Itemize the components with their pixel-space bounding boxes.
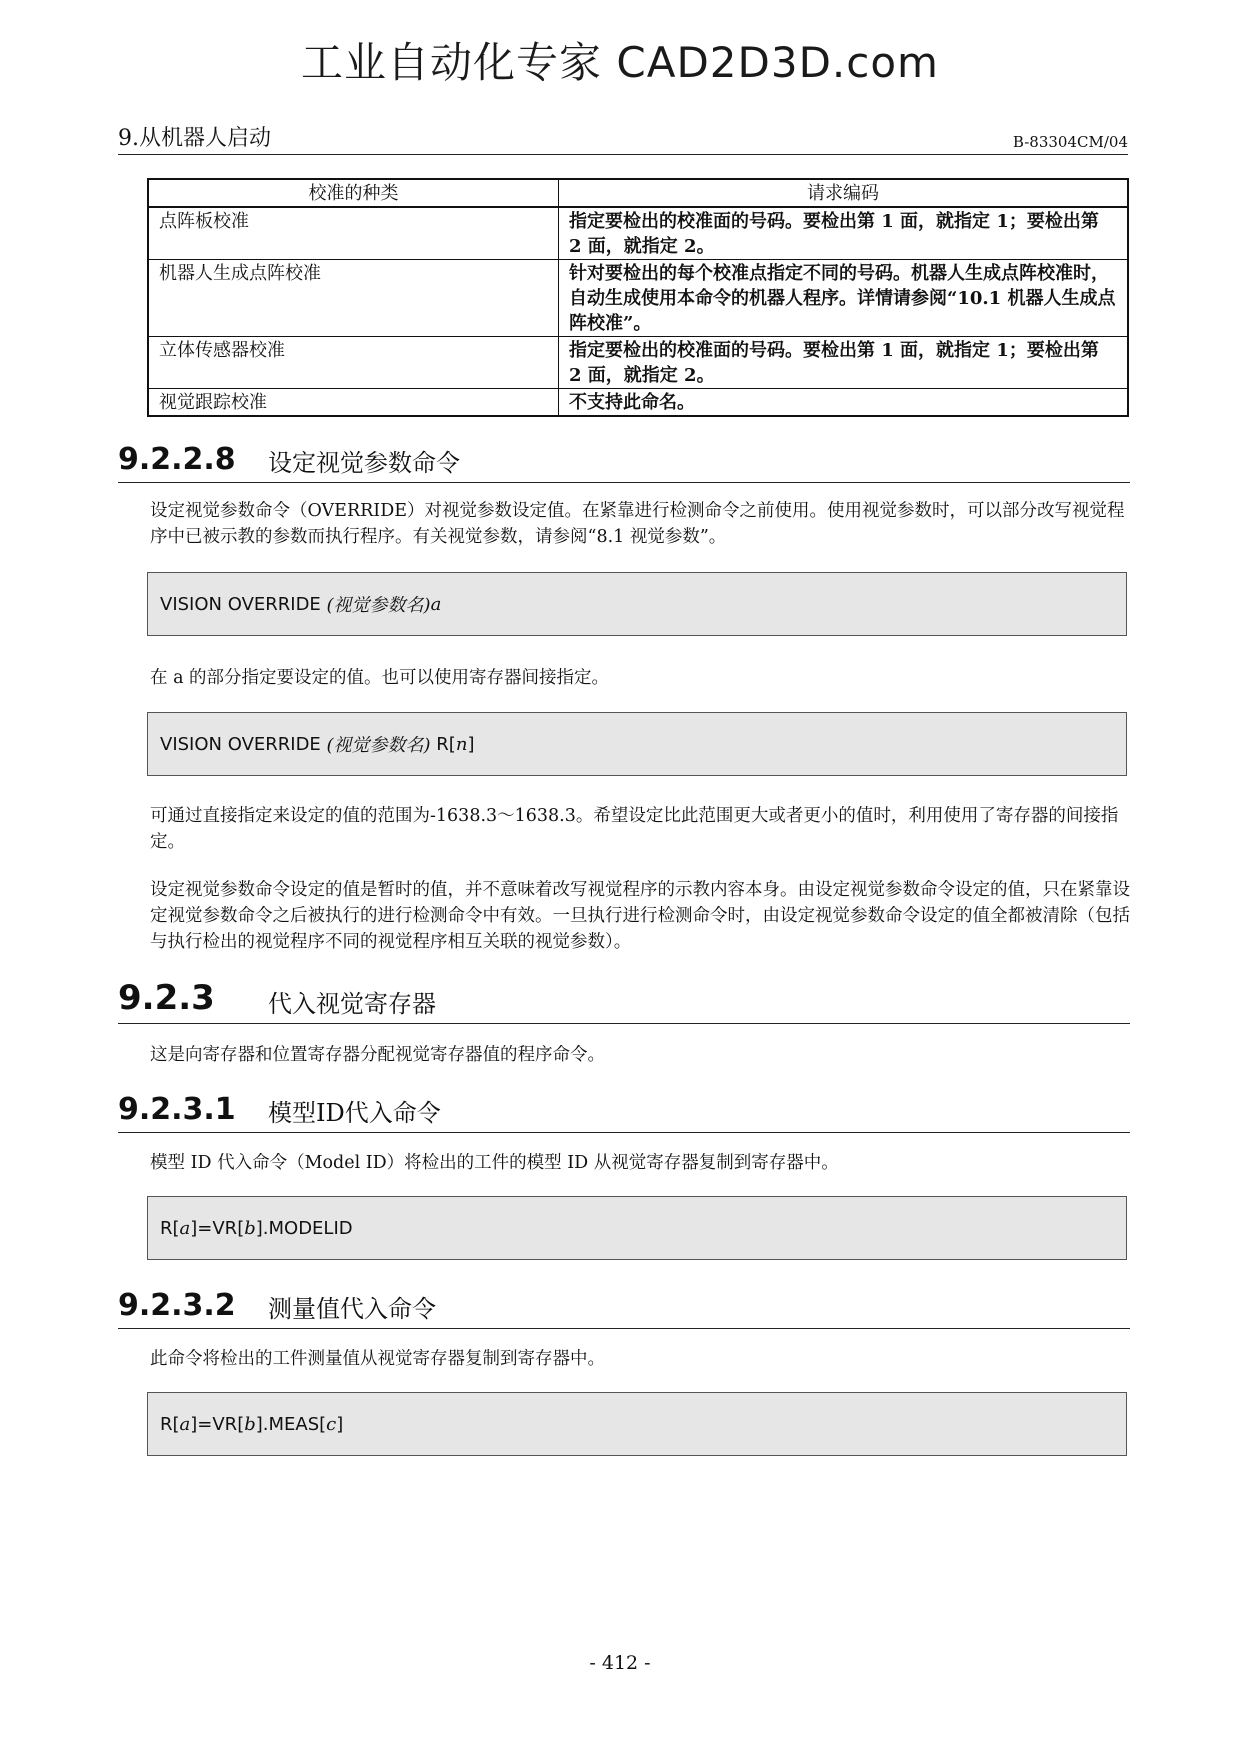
section-title: 模型ID代入命令 bbox=[268, 1099, 441, 1127]
table-row bbox=[148, 207, 1128, 260]
paragraph-model-id: 模型 ID 代入命令（Model ID）将检出的工件的模型 ID 从视觉寄存器复制到寄存器中。 bbox=[150, 1153, 839, 1173]
table-header-row bbox=[148, 179, 1128, 207]
code-keyword: VISION OVERRIDE bbox=[160, 733, 327, 755]
watermark: 工业自动化专家 CAD2D3D.com bbox=[301, 38, 939, 87]
code-var: c bbox=[326, 1413, 337, 1435]
paragraph-vr-assign: 这是向寄存器和位置寄存器分配视觉寄存器值的程序命令。 bbox=[150, 1045, 605, 1065]
code-part: R[ bbox=[160, 1413, 180, 1435]
paragraph-temporary-value: 设定视觉参数命令设定的值是暂时的值，并不意味着改写视觉程序的示教内容本身。由设定视觉参数命令设定的值，只在紧靠设定视觉参数命令之后被执行的进行检测命令中有效。一旦执行进行检测命令时，由设定视觉参数命令设定的值全都被清除（包括与执行检出的视觉程序不同的视觉程序相互关联的视觉参数）。 bbox=[150, 880, 1130, 952]
section-title: 设定视觉参数命令 bbox=[268, 449, 460, 477]
table-header-code: 请求编码 bbox=[559, 179, 1129, 207]
paragraph-indirect: 在 a 的部分指定要设定的值。也可以使用寄存器间接指定。 bbox=[150, 668, 610, 688]
code-keyword: VISION OVERRIDE bbox=[160, 593, 327, 615]
code-box-modelid bbox=[147, 1196, 1127, 1260]
code-register: R[ bbox=[430, 733, 456, 755]
code-close: ] bbox=[467, 733, 475, 755]
table-row bbox=[148, 260, 1128, 337]
code-part: ] bbox=[336, 1413, 344, 1435]
section-number: 9.2.3.1 bbox=[118, 1092, 236, 1127]
table-row bbox=[148, 389, 1128, 417]
paragraph-override-intro: 设定视觉参数命令（OVERRIDE）对视觉参数设定值。在紧靠进行检测命令之前使用。使用视觉参数时，可以部分改写视觉程序中已被示教的参数而执行程序。有关视觉参数，请参阅“8.1 视觉参数”。 bbox=[150, 501, 1125, 547]
table-cell-code: 指定要检出的校准面的号码。要检出第 1 面，就指定 1；要检出第 2 面，就指定 2。 bbox=[559, 337, 1129, 389]
table-header-type: 校准的种类 bbox=[148, 179, 559, 207]
paragraph-meas: 此命令将检出的工件测量值从视觉寄存器复制到寄存器中。 bbox=[150, 1349, 605, 1369]
running-header bbox=[118, 124, 1128, 155]
table-cell-type: 机器人生成点阵校准 bbox=[148, 260, 559, 337]
table-cell-code: 不支持此命名。 bbox=[559, 389, 1129, 417]
section-number: 9.2.3 bbox=[118, 978, 215, 1018]
page-number: - 412 - bbox=[589, 1652, 651, 1674]
code-box-meas bbox=[147, 1392, 1127, 1456]
section-title: 代入视觉寄存器 bbox=[268, 990, 436, 1018]
code-var: b bbox=[244, 1413, 256, 1435]
table-cell-type: 立体传感器校准 bbox=[148, 337, 559, 389]
code-value: a bbox=[430, 593, 442, 615]
section-heading-9228 bbox=[118, 440, 1130, 483]
table-cell-code: 针对要检出的每个校准点指定不同的号码。机器人生成点阵校准时，自动生成使用本命令的机器人程序。详情请参阅“10.1 机器人生成点阵校准”。 bbox=[559, 260, 1129, 337]
code-param: (视觉参数名) bbox=[326, 595, 431, 616]
document-number: B-83304CM/04 bbox=[1012, 133, 1128, 151]
code-index: n bbox=[455, 733, 468, 755]
code-var: a bbox=[179, 1413, 191, 1435]
section-number: 9.2.3.2 bbox=[118, 1288, 236, 1323]
code-part: ]=VR[ bbox=[190, 1413, 245, 1435]
calibration-request-table bbox=[147, 178, 1129, 417]
table-cell-type: 视觉跟踪校准 bbox=[148, 389, 559, 417]
code-box-override-direct bbox=[147, 572, 1127, 636]
section-title: 测量值代入命令 bbox=[268, 1295, 436, 1323]
paragraph-range: 可通过直接指定来设定的值的范围为-1638.3～1638.3。希望设定比此范围更大或者更小的值时，利用使用了寄存器的间接指定。 bbox=[150, 806, 1119, 852]
code-part: ].MODELID bbox=[255, 1217, 353, 1239]
code-part: ]=VR[ bbox=[190, 1217, 245, 1239]
code-box-override-register bbox=[147, 712, 1127, 776]
section-heading-9231 bbox=[118, 1090, 1130, 1133]
table-row bbox=[148, 337, 1128, 389]
section-heading-923 bbox=[118, 975, 1130, 1024]
table-cell-code: 指定要检出的校准面的号码。要检出第 1 面，就指定 1；要检出第 2 面，就指定 2。 bbox=[559, 207, 1129, 260]
section-number: 9.2.2.8 bbox=[118, 442, 236, 477]
section-heading-9232 bbox=[118, 1286, 1130, 1329]
code-var: a bbox=[179, 1217, 191, 1239]
code-part: R[ bbox=[160, 1217, 180, 1239]
chapter-title: 9.从机器人启动 bbox=[118, 126, 271, 151]
code-param: (视觉参数名) bbox=[326, 735, 431, 756]
table-cell-type: 点阵板校准 bbox=[148, 207, 559, 260]
code-var: b bbox=[244, 1217, 256, 1239]
code-part: ].MEAS[ bbox=[255, 1413, 327, 1435]
